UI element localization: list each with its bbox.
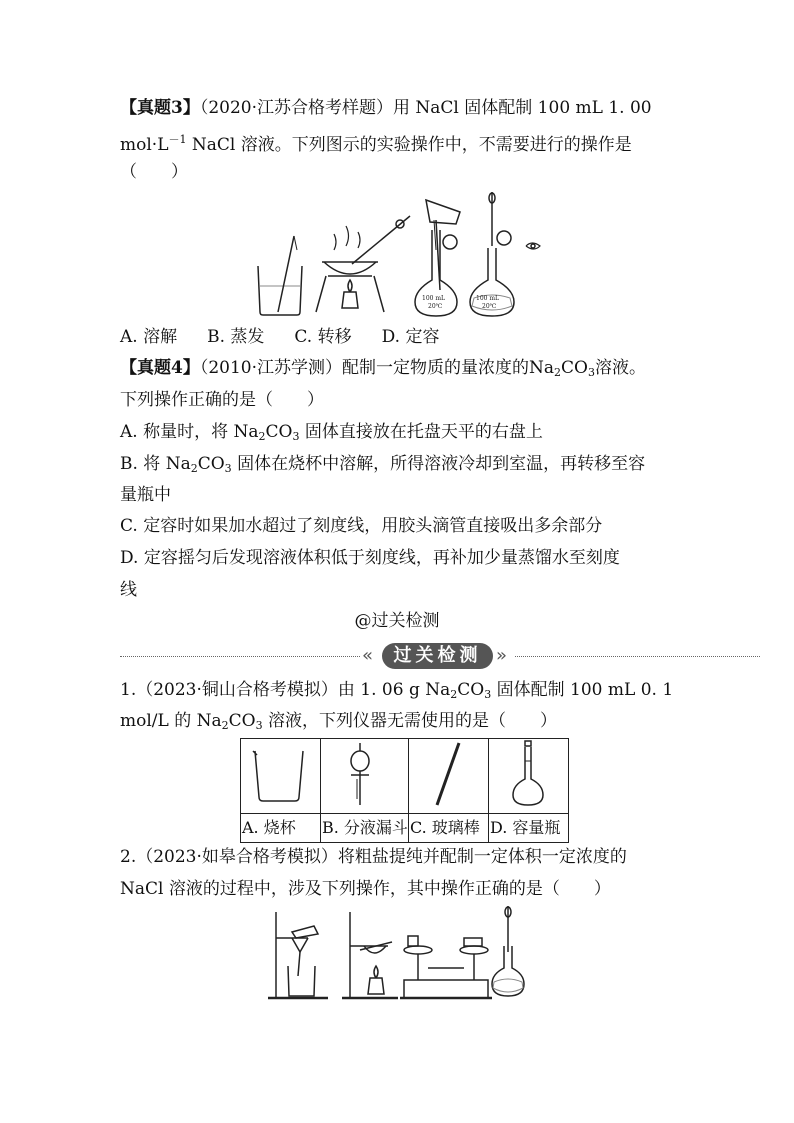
p1-text-1a: 由 1. 06 g Na: [337, 680, 451, 700]
q3-figure: [250, 190, 550, 320]
fix-volume-illustration: [470, 192, 540, 316]
q3-option-c[interactable]: C. 转移: [294, 327, 352, 347]
q3-text-2a: mol·L: [120, 135, 169, 155]
p2-line-2: NaCl 溶液的过程中，涉及下列操作，其中操作正确的是（ ）: [120, 879, 611, 899]
p1-text-2-sub1: 2: [221, 719, 229, 732]
q4-text-1b: CO: [561, 358, 588, 378]
q3-blank: （ ）: [120, 162, 188, 182]
q3-text-1: 用 NaCl 固体配制 100 mL 1. 00: [393, 98, 652, 118]
p2-figure: [268, 906, 533, 1002]
q4-option-b-cont: 量瓶中: [120, 485, 171, 505]
q4-line-2: 下列操作正确的是（ ）: [120, 390, 324, 410]
q4-source: （2010·江苏学测）: [199, 358, 343, 378]
q3-source: （2020·江苏合格考样题）: [199, 98, 394, 118]
q4-text-1-sub2: 3: [587, 366, 595, 379]
p1-text-2-sub2: 3: [255, 719, 263, 732]
p1-option-b[interactable]: B. 分液漏斗: [321, 814, 409, 843]
flask-temp-label: 20℃: [428, 303, 443, 310]
q4-opt-b-text-b: CO: [197, 454, 225, 474]
separatory-funnel-cell: [321, 739, 409, 814]
beaker-dissolve-illustration: [258, 236, 302, 315]
q4-text-1c: 溶液。: [594, 358, 646, 378]
p1-option-a[interactable]: A. 烧杯: [241, 814, 321, 843]
q4-option-d-cont: 线: [120, 580, 137, 600]
p1-line-2: [120, 709, 557, 738]
p1-text-2a: mol/L 的 Na: [120, 711, 222, 731]
glass-rod-cell: [408, 739, 488, 814]
dropper-flask-illustration: [492, 906, 524, 996]
q4-opt-a-sub2: 3: [292, 430, 300, 443]
section-banner-title: 过关检测: [382, 643, 493, 669]
q4-line-1: [120, 356, 646, 385]
evaporation-illustration: [316, 216, 410, 312]
q4-opt-b-text-c: 固体在烧杯中溶解，所得溶液冷却到室温，再转移至容: [231, 454, 646, 474]
q4-option-a[interactable]: [120, 420, 543, 449]
balance-illustration: [400, 936, 492, 998]
q3-option-b[interactable]: B. 蒸发: [207, 327, 265, 347]
beaker-icon: [241, 739, 319, 809]
banner-right-chevron-icon: »: [496, 645, 508, 666]
q4-option-b[interactable]: [120, 452, 645, 481]
flask-volume-label-2: 100 mL: [476, 295, 500, 302]
p1-number: 1.: [120, 680, 137, 700]
p1-text-1c: 固体配制 100 mL 0. 1: [491, 680, 674, 700]
p2-number: 2.: [120, 847, 137, 867]
q4-text-1a: 配制一定物质的量浓度的Na: [342, 358, 555, 378]
evaporation-stand-illustration: [342, 912, 398, 998]
p2-line-1: [120, 845, 627, 869]
p1-line-1: [120, 678, 673, 707]
p1-text-2c: 溶液，下列仪器无需使用的是（ ）: [262, 711, 557, 731]
separatory-funnel-icon: [321, 739, 399, 809]
q3-option-d[interactable]: D. 定容: [381, 327, 440, 347]
q4-option-d[interactable]: D. 定容摇匀后发现溶液体积低于刻度线，再补加少量蒸馏水至刻度: [120, 548, 620, 568]
q4-opt-b-sub2: 3: [224, 462, 232, 475]
banner-left-chevron-icon: «: [362, 645, 374, 666]
q3-tag: 【真题3】: [120, 98, 200, 118]
transfer-illustration: [415, 200, 460, 316]
q4-option-c[interactable]: C. 定容时如果加水超过了刻度线，用胶头滴管直接吸出多余部分: [120, 516, 603, 536]
q3-option-a[interactable]: A. 溶解: [120, 327, 178, 347]
section-banner: [360, 641, 515, 671]
p1-text-1-sub2: 3: [484, 688, 492, 701]
volumetric-flask-cell: [488, 739, 568, 814]
q3-text-2b: NaCl 溶液。下列图示的实验操作中，不需要进行的操作是: [186, 135, 632, 155]
q4-text-1-sub1: 2: [554, 366, 562, 379]
p1-text-2b: CO: [228, 711, 256, 731]
q3-line-2: [120, 128, 632, 157]
p2-text-1: 将粗盐提纯并配制一定体积一定浓度的: [337, 847, 627, 867]
q4-opt-b-sub1: 2: [190, 462, 198, 475]
p1-text-1-sub1: 2: [450, 688, 458, 701]
p1-source: （2023·铜山合格考模拟）: [136, 680, 338, 700]
q4-opt-a-text-a: A. 称量时，将 Na: [120, 422, 259, 442]
q4-opt-b-text-a: B. 将 Na: [120, 454, 191, 474]
flask-temp-label-2: 20℃: [482, 303, 497, 310]
p1-option-d[interactable]: D. 容量瓶: [488, 814, 568, 843]
p1-option-c[interactable]: C. 玻璃棒: [408, 814, 488, 843]
q3-line-1: [120, 96, 652, 120]
q3-text-2-sup: －1: [168, 133, 187, 146]
p1-options-table: [240, 738, 569, 843]
q4-opt-a-text-b: CO: [265, 422, 293, 442]
glass-rod-icon: [409, 739, 487, 809]
beaker-cell: [241, 739, 321, 814]
filtration-illustration: [268, 912, 328, 998]
p1-text-1b: CO: [457, 680, 485, 700]
volumetric-flask-icon: [489, 739, 567, 809]
p2-source: （2023·如皋合格考模拟）: [136, 847, 338, 867]
section-caption: @过关检测: [354, 611, 440, 631]
flask-volume-label: 100 mL: [422, 295, 446, 302]
q4-opt-a-text-c: 固体直接放在托盘天平的右盘上: [299, 422, 543, 442]
q3-options: [120, 325, 469, 349]
q4-tag: 【真题4】: [120, 358, 200, 378]
q4-opt-a-sub1: 2: [258, 430, 266, 443]
